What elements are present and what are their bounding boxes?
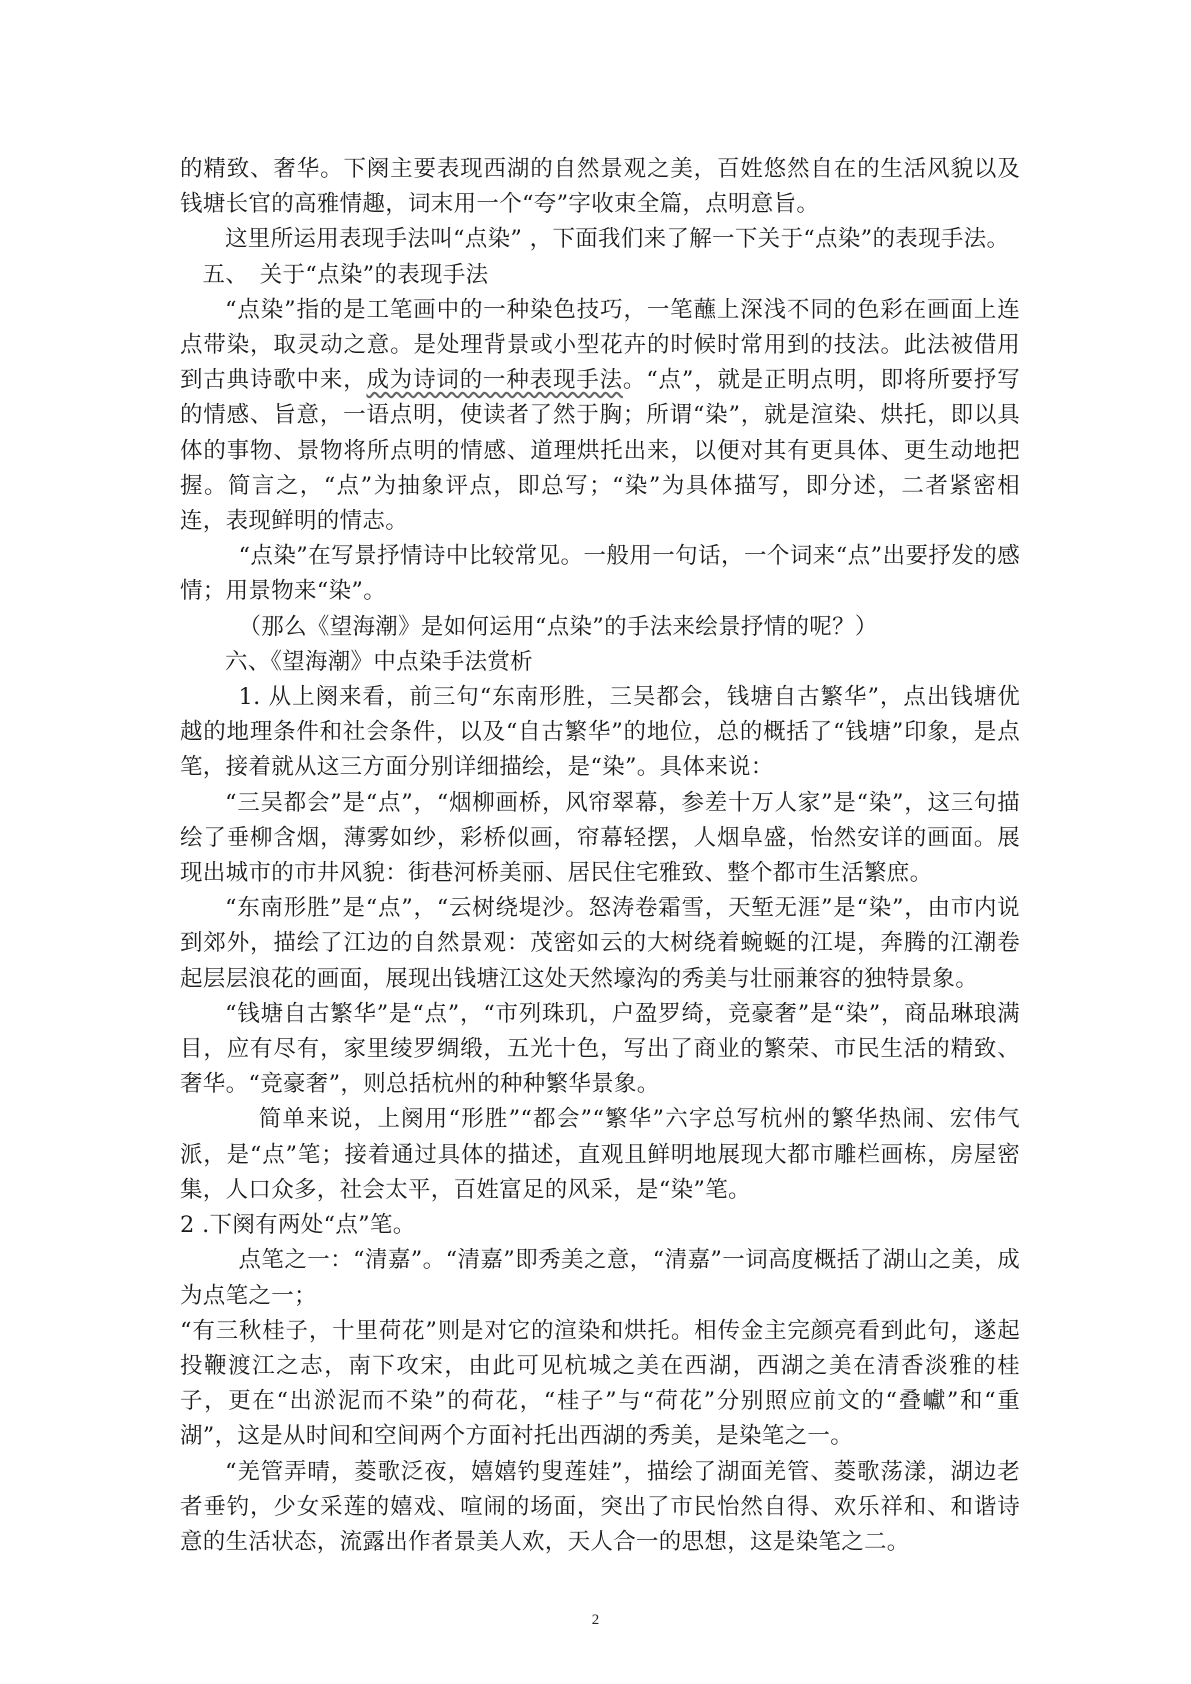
document-body bbox=[180, 152, 1020, 1560]
paragraph: “三吴都会”是“点”，“烟柳画桥，风帘翠幕，参差十万人家”是“染”，这三句描绘了垂柳含烟，薄雾如纱，彩桥似画，帘幕轻摆，人烟阜盛，怡然安详的画面。展现出城市的市井风貌：街巷河桥美丽、居民住宅雅致、整个都市生活繁庶。 bbox=[180, 789, 1020, 887]
paragraph: 这里所运用表现手法叫“点染” ，下面我们来了解一下关于“点染”的表现手法。 bbox=[225, 226, 1010, 253]
paragraph: （那么《望海潮》是如何运用“点染”的手法来绘景抒情的呢？） bbox=[238, 613, 878, 640]
section-heading: 五、 关于“点染”的表现手法 bbox=[202, 261, 489, 288]
paragraph: “羌管弄晴，菱歌泛夜，嬉嬉钓叟莲娃”，描绘了湖面羌管、菱歌荡漾，湖边老者垂钓，少女采莲的嬉戏、喧闹的场面，突出了市民怡然自得、欢乐祥和、和谐诗意的生活状态，流露出作者景美人欢，天人合一的思想，这是染笔之二。 bbox=[180, 1458, 1020, 1555]
paragraph: “有三秋桂子，十里荷花”则是对它的渲染和烘托。相传金主完颜亮看到此句，遂起投鞭渡江之志，南下攻宋，由此可见杭城之美在西湖，西湖之美在清香淡雅的桂子，更在“出淤泥而不染”的荷花，“桂子”与“荷花”分别照应前文的“叠巘”和“重湖”，这是从时间和空间两个方面衬托出西湖的秀美，是染笔之一。 bbox=[180, 1317, 1020, 1450]
paragraph bbox=[180, 293, 1020, 539]
paragraph: 简单来说，上阕用“形胜”“都会”“繁华”六字总写杭州的繁华热闹、宏伟气派，是“点”笔；接着通过具体的描述，直观且鲜明地展现大都市雕栏画栋，房屋密集，人口众多，社会太平，百姓富足的风采，是“染”笔。 bbox=[180, 1106, 1020, 1203]
paragraph: “钱塘自古繁华”是“点”，“市列珠玑，户盈罗绮，竞豪奢”是“染”，商品琳琅满目，应有尽有，家里绫罗绸缎，五光十色，写出了商业的繁荣、市民生活的精致、奢华。“竞豪奢”，则总括杭州的种种繁华景象。 bbox=[180, 1000, 1020, 1098]
text-run: 。“点”，就是正明点明，即将所要抒写的情感、旨意，一语点明，使读者了然于胸；所谓“染”，就是渲染、烘托，即以具体的事物、景物将所点明的情感、道理烘托出来，以便对其有更具体、更生动地把握。简言之，“点”为抽象评点，即总写；“染”为具体描写，即分述，二者紧密相连，表现鲜明的情志。 bbox=[180, 367, 1020, 535]
page-number: 2 bbox=[591, 1612, 600, 1628]
text-run: “点染”指的是工笔画中的一种染色技巧，一笔蘸上深浅不同的色彩在画面上连点带染，取灵动之意。是处理背景或小型花卉的时候时常用到的技法。此法被借用到古典诗歌中来， bbox=[180, 296, 1020, 394]
section-heading: 六、《望海潮》中点染手法赏析 bbox=[225, 648, 533, 675]
paragraph: 1. 从上阕来看，前三句“东南形胜，三吴都会，钱塘自古繁华”，点出钱塘优越的地理条件和社会条件，以及“自古繁华”的地位，总的概括了“钱塘”印象，是点笔，接着就从这三方面分别详细描绘，是“染”。具体来说： bbox=[180, 684, 1020, 781]
paragraph: “点染”在写景抒情诗中比较常见。一般用一句话，一个词来“点”出要抒发的感情；用景物来“染”。 bbox=[180, 543, 1020, 605]
underlined-text: 成为诗词的一种表现手法 bbox=[366, 367, 623, 394]
paragraph: “东南形胜”是“点”，“云树绕堤沙。怒涛卷霜雪，天堑无涯”是“染”，由市内说到郊外，描绘了江边的自然景观：茂密如云的大树绕着蜿蜒的江堤，奔腾的江潮卷起层层浪花的画面，展现出钱塘江这处天然壕沟的秀美与壮丽兼容的独特景象。 bbox=[180, 895, 1020, 992]
paragraph: 的精致、奢华。下阕主要表现西湖的自然景观之美，百姓悠然自在的生活风貌以及钱塘长官的高雅情趣，词末用一个“夸”字收束全篇，点明意旨。 bbox=[180, 156, 1020, 218]
paragraph: 2 .下阕有两处“点”笔。 bbox=[180, 1212, 416, 1239]
paragraph: 点笔之一：“清嘉”。“清嘉”即秀美之意，“清嘉”一词高度概括了湖山之美，成为点笔之一； bbox=[180, 1247, 1020, 1309]
